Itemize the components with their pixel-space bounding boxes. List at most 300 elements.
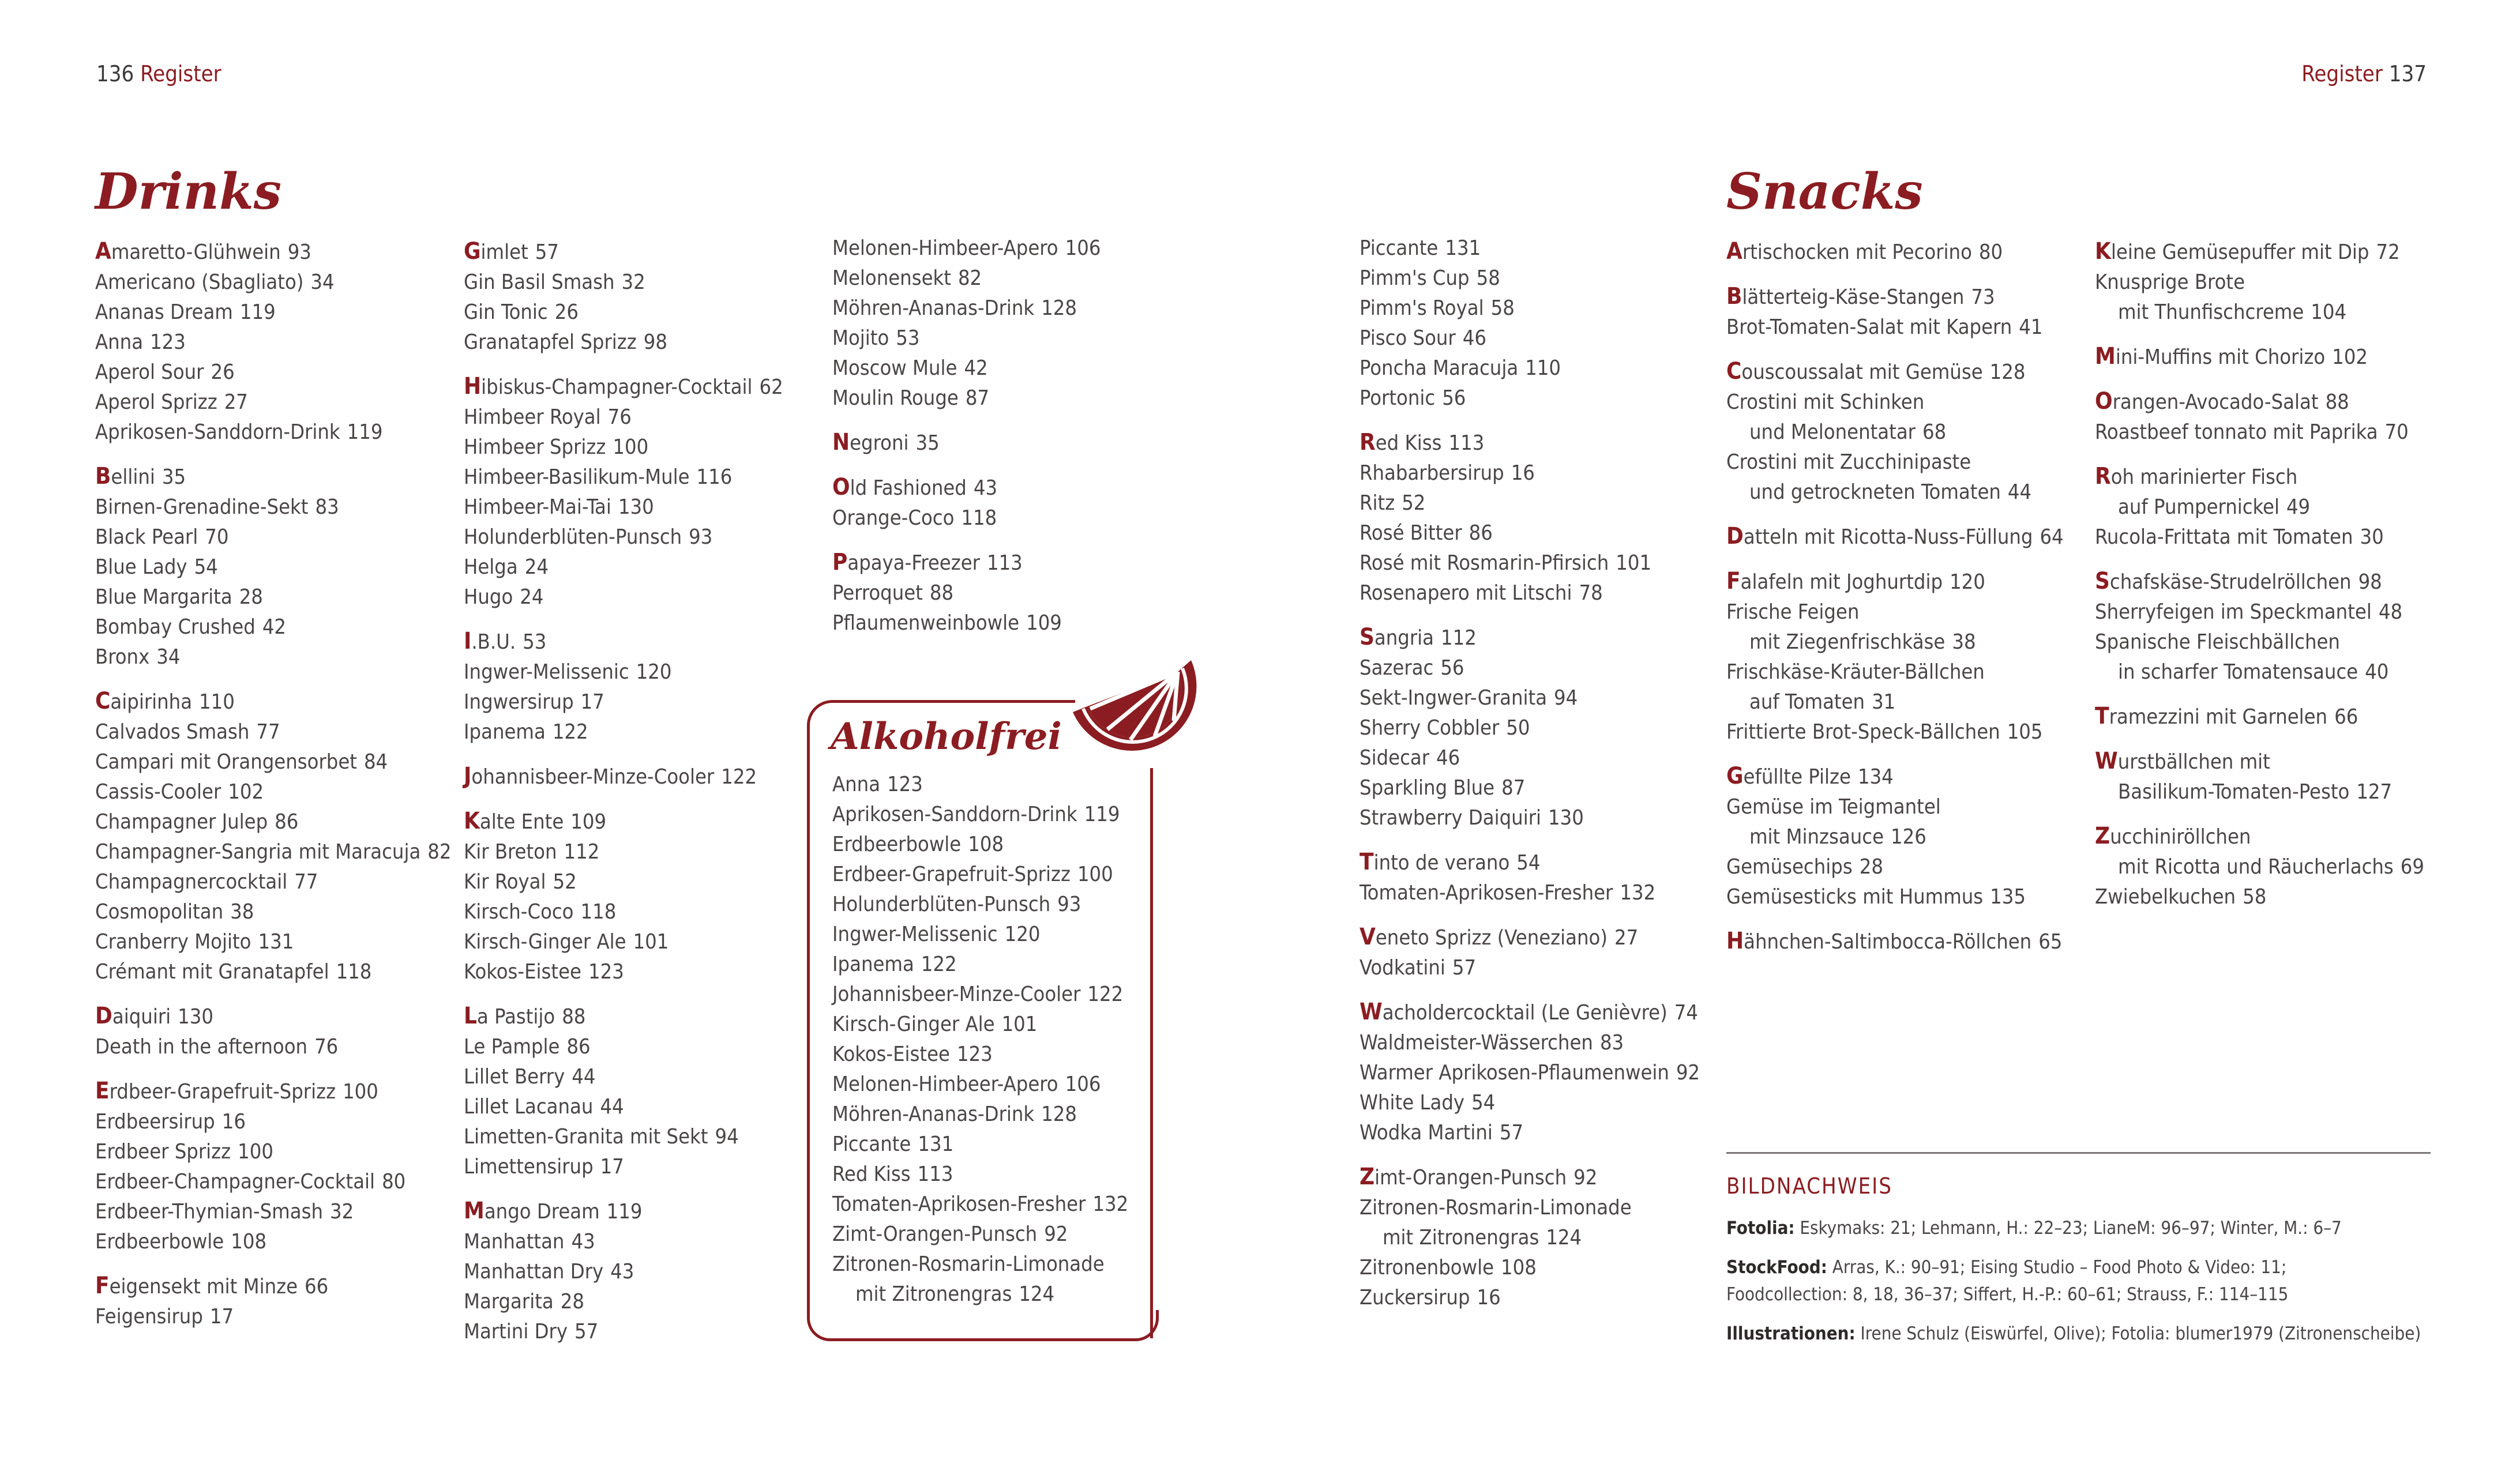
index-page-number: 118	[336, 960, 372, 984]
index-page-number: 32	[621, 270, 645, 294]
index-title: Le Pample	[464, 1035, 560, 1059]
index-entry	[1359, 653, 1700, 683]
index-title: Granatapfel Sprizz	[464, 330, 637, 354]
index-entry	[2095, 701, 2424, 732]
index-page-number: 88	[2325, 390, 2349, 414]
index-entry	[1726, 447, 2064, 477]
index-title: Gin Basil Smash	[464, 270, 615, 294]
index-page-number: 131	[918, 1132, 954, 1156]
index-title: a Pastijo	[476, 1005, 555, 1029]
index-page-number: 130	[1548, 806, 1584, 830]
index-entry	[464, 1062, 783, 1092]
index-entry	[1359, 427, 1700, 458]
index-title: ramezzini mit Garnelen	[2109, 705, 2328, 729]
index-initial: I	[464, 628, 472, 654]
index-initial: F	[95, 1273, 110, 1299]
index-entry	[1359, 353, 1700, 383]
index-title: aiquiri	[112, 1005, 171, 1029]
index-page-number: 27	[1614, 926, 1639, 950]
index-entry	[832, 427, 1101, 458]
index-title: Aperol Sour	[95, 360, 204, 384]
index-page-number: 87	[965, 386, 990, 410]
index-entry	[464, 927, 783, 957]
index-group	[1726, 281, 2064, 343]
index-page-number: 43	[610, 1260, 634, 1284]
left-page-number: 136	[96, 61, 134, 86]
index-entry	[95, 492, 452, 522]
index-initial: R	[1359, 429, 1376, 456]
index-group	[464, 236, 783, 357]
index-entry	[464, 236, 783, 268]
index-title: Brot-Tomaten-Salat mit Kapern	[1726, 315, 2012, 339]
index-title: Himbeer Sprizz	[464, 435, 606, 459]
index-entry	[464, 522, 783, 552]
index-title: mit Zitronengras	[855, 1282, 1012, 1306]
index-entry	[95, 1032, 452, 1062]
index-initial: E	[95, 1078, 110, 1104]
index-entry	[95, 236, 452, 268]
index-group	[2095, 566, 2424, 687]
index-page-number: 53	[896, 326, 920, 350]
index-page-number: 28	[239, 585, 263, 609]
index-group	[95, 461, 452, 672]
index-title: Sherry Cobbler	[1359, 716, 1500, 740]
index-title: ini-Muffins mit Chorizo	[2115, 345, 2326, 369]
index-entry	[95, 298, 452, 328]
index-page-number: 78	[1579, 581, 1603, 605]
index-title: Death in the afternoon	[95, 1035, 308, 1059]
alkoholfrei-list	[832, 770, 1128, 1309]
index-group	[464, 626, 783, 747]
index-entry	[1359, 1088, 1700, 1118]
index-group	[464, 1001, 783, 1182]
index-title: Birnen-Grenadine-Sekt	[95, 495, 309, 519]
index-title: Kir Breton	[464, 840, 557, 864]
index-group	[1359, 234, 1700, 413]
index-entry	[464, 626, 783, 657]
index-page-number: 72	[2376, 240, 2400, 264]
alkoholfrei-heading: Alkoholfrei	[831, 715, 1062, 758]
index-entry	[1359, 548, 1700, 578]
index-entry	[832, 890, 1128, 920]
index-entry	[2095, 386, 2424, 417]
index-page-number: 118	[580, 900, 617, 924]
index-page-number: 28	[560, 1290, 584, 1314]
index-page-number: 100	[613, 435, 649, 459]
index-page-number: 32	[329, 1200, 354, 1224]
index-title: lätterteig-Käse-Stangen	[1742, 285, 1965, 309]
index-title: Erdbeer-Grapefruit-Sprizz	[832, 863, 1071, 886]
index-page-number: 126	[1891, 825, 1926, 849]
index-initial: H	[1726, 928, 1744, 954]
index-page-number: 109	[570, 810, 607, 834]
index-entry	[95, 642, 452, 672]
index-page-number: 16	[221, 1110, 246, 1134]
index-entry	[1359, 518, 1700, 548]
index-title: Zimt-Orangen-Punsch	[832, 1222, 1038, 1246]
index-page-number: 122	[552, 720, 588, 744]
index-entry	[95, 867, 452, 897]
index-initial: R	[2095, 463, 2111, 490]
index-page-number: 98	[2358, 570, 2382, 594]
index-title: Ipanema	[464, 720, 546, 744]
index-title: Margarita	[464, 1290, 554, 1314]
index-title: Limetten-Granita mit Sekt	[464, 1125, 708, 1149]
index-initial: T	[2095, 703, 2109, 729]
index-group	[1726, 566, 2064, 747]
index-title: efüllte Pilze	[1743, 765, 1851, 789]
index-page-number: 108	[231, 1230, 267, 1254]
index-title: Kokos-Eistee	[464, 960, 581, 984]
index-entry	[1359, 1162, 1700, 1193]
index-page-number: 70	[205, 525, 229, 549]
index-page-number: 120	[1004, 923, 1041, 946]
index-title: ld Fashioned	[850, 476, 967, 500]
index-title: Erdbeer-Champagner-Cocktail	[95, 1170, 375, 1194]
index-title: Zitronenbowle	[1359, 1256, 1494, 1279]
index-entry	[95, 582, 452, 612]
snacks-column-1	[1726, 236, 2064, 971]
index-title: Perroquet	[832, 581, 923, 605]
index-page-number: 50	[1506, 716, 1530, 740]
index-title: Tomaten-Aprikosen-Fresher	[832, 1192, 1086, 1216]
index-group	[1359, 1162, 1700, 1313]
index-title: Champagner Julep	[95, 810, 268, 834]
index-entry	[1726, 566, 2064, 597]
index-page-number: 43	[571, 1230, 595, 1254]
index-page-number: 74	[1674, 1001, 1698, 1025]
index-title: Mojito	[832, 326, 889, 350]
index-title: Sherryfeigen im Speckmantel	[2095, 600, 2372, 624]
index-page-number: 46	[1436, 746, 1460, 770]
index-page-number: 58	[2243, 885, 2267, 909]
index-page-number: 44	[2007, 480, 2032, 504]
index-page-number: 116	[696, 465, 733, 489]
index-entry	[95, 717, 452, 747]
index-entry	[1359, 803, 1700, 833]
index-entry	[832, 860, 1128, 890]
index-page-number: 49	[2286, 495, 2311, 519]
index-entry	[1726, 627, 2064, 657]
index-entry	[1359, 997, 1700, 1028]
index-group	[1726, 521, 2064, 552]
bildnachweis-divider	[1726, 1152, 2431, 1154]
index-page-number: 40	[2365, 660, 2389, 684]
index-page-number: 120	[636, 660, 672, 684]
index-page-number: 42	[262, 615, 287, 639]
index-title: Himbeer-Basilikum-Mule	[464, 465, 690, 489]
index-title: Helga	[464, 555, 518, 579]
index-page-number: 100	[343, 1080, 378, 1104]
drinks-column-4	[1359, 234, 1700, 1327]
index-page-number: 119	[347, 420, 383, 444]
index-entry	[1726, 521, 2064, 552]
index-title: Möhren-Ananas-Drink	[832, 296, 1035, 320]
credit-text: Irene Schulz (Eiswürfel, Olive); Fotolia: blumer1979 (Zitronenscheibe)	[1855, 1323, 2421, 1344]
index-page-number: 134	[1857, 765, 1894, 789]
index-page-number: 82	[957, 266, 982, 290]
index-page-number: 119	[1084, 803, 1120, 826]
index-entry	[832, 547, 1101, 578]
index-initial: W	[1359, 999, 1383, 1025]
index-entry	[1726, 356, 2064, 387]
index-page-number: 88	[929, 581, 954, 605]
index-entry	[832, 1279, 1128, 1309]
index-page-number: 41	[2019, 315, 2043, 339]
index-group	[1359, 922, 1700, 983]
index-entry	[832, 472, 1101, 503]
index-page-number: 100	[238, 1140, 273, 1164]
index-title: Ingwer-Melissenic	[832, 923, 998, 946]
index-page-number: 128	[1041, 296, 1077, 320]
credit-line-foodcollection	[1726, 1278, 2288, 1311]
index-entry	[1726, 597, 2064, 627]
index-page-number: 102	[228, 780, 264, 804]
index-entry	[2095, 417, 2424, 447]
index-page-number: 42	[964, 356, 988, 380]
index-page-number: 66	[305, 1275, 329, 1299]
index-page-number: 123	[887, 773, 923, 796]
index-initial: D	[95, 1003, 112, 1029]
index-entry	[464, 837, 783, 867]
index-group	[464, 371, 783, 612]
index-entry	[464, 462, 783, 492]
index-title: ibiskus-Champagner-Cocktail	[481, 375, 753, 399]
index-entry	[464, 1196, 783, 1227]
index-entry	[1359, 743, 1700, 773]
index-entry	[1359, 578, 1700, 608]
index-entry	[832, 578, 1101, 608]
index-page-number: 123	[588, 960, 624, 984]
index-entry	[464, 687, 783, 717]
index-page-number: 52	[553, 870, 577, 894]
index-entry	[1359, 1028, 1700, 1058]
index-title: maretto-Glühwein	[111, 240, 281, 264]
index-page-number: 94	[1554, 686, 1578, 710]
index-entry	[832, 264, 1101, 293]
index-title: rtischocken mit Pecorino	[1742, 240, 1972, 264]
index-entry	[95, 1302, 452, 1332]
credit-text: Foodcollection: 8, 18, 36–37; Siffert, H.-P.: 60–61; Strauss, F.: 114–115	[1726, 1284, 2289, 1305]
index-page-number: 106	[1065, 236, 1101, 260]
index-entry	[1359, 922, 1700, 953]
snacks-heading: Snacks	[1726, 163, 1923, 221]
index-page-number: 35	[162, 465, 186, 489]
index-page-number: 64	[2040, 525, 2064, 549]
index-entry	[1726, 657, 2064, 687]
index-title: ouscoussalat mit Gemüse	[1741, 360, 1983, 384]
index-title: Gemüsesticks mit Hummus	[1726, 885, 1984, 909]
index-entry	[95, 357, 452, 387]
index-page-number: 128	[1041, 1102, 1077, 1126]
index-page-number: 54	[1516, 851, 1541, 875]
index-page-number: 65	[2038, 930, 2063, 954]
index-title: ohannisbeer-Minze-Cooler	[471, 765, 715, 789]
index-initial: B	[1726, 283, 1742, 310]
index-title: rangen-Avocado-Salat	[2112, 390, 2319, 414]
index-title: Spanische Fleischbällchen	[2095, 630, 2340, 654]
index-entry	[95, 612, 452, 642]
index-page-number: 76	[314, 1035, 339, 1059]
index-title: ähnchen-Saltimbocca-Röllchen	[1744, 930, 2032, 954]
index-page-number: 108	[1501, 1256, 1537, 1279]
index-title: Rucola-Frittata mit Tomaten	[2095, 525, 2353, 549]
index-entry	[1726, 477, 2064, 507]
index-page-number: 120	[1950, 570, 1985, 594]
index-page-number: 106	[1065, 1072, 1101, 1096]
index-page-number: 73	[1971, 285, 1995, 309]
credit-text: Arras, K.: 90–91; Eising Studio – Food Photo & Video: 11;	[1827, 1257, 2287, 1278]
index-entry	[1359, 622, 1700, 653]
index-title: Piccante	[832, 1132, 911, 1156]
index-title: Himbeer Royal	[464, 405, 601, 429]
index-title: Melonensekt	[832, 266, 951, 290]
index-page-number: 110	[199, 690, 235, 714]
index-page-number: 98	[643, 330, 667, 354]
index-entry	[1726, 717, 2064, 747]
index-title: Americano (Sbagliato)	[95, 270, 304, 294]
index-page-number: 87	[1501, 776, 1526, 800]
index-title: und Melonentatar	[1749, 420, 1916, 444]
index-entry	[464, 806, 783, 837]
index-page-number: 34	[310, 270, 335, 294]
right-page-label: Register	[2301, 61, 2383, 86]
index-entry	[95, 1107, 452, 1137]
index-title: Hugo	[464, 585, 513, 609]
index-page-number: 122	[1087, 983, 1124, 1006]
index-title: mit Ricotta und Räucherlachs	[2118, 855, 2394, 879]
index-initial: K	[464, 808, 480, 834]
index-entry	[2095, 298, 2424, 328]
index-entry	[464, 1152, 783, 1182]
index-title: chafskäse-Strudelröllchen	[2109, 570, 2352, 594]
index-title: Sparkling Blue	[1359, 776, 1495, 800]
index-page-number: 113	[1448, 431, 1485, 455]
index-entry	[464, 717, 783, 747]
index-page-number: 44	[572, 1065, 596, 1089]
index-entry	[832, 920, 1128, 950]
index-entry	[464, 1227, 783, 1257]
index-title: Gemüsechips	[1726, 855, 1853, 879]
index-page-number: 34	[156, 645, 181, 669]
index-page-number: 70	[2384, 420, 2409, 444]
index-page-number: 43	[973, 476, 998, 500]
index-page-number: 132	[1092, 1192, 1129, 1216]
index-entry	[464, 761, 783, 792]
index-title: Ingwer-Melissenic	[464, 660, 629, 684]
index-page-number: 131	[258, 930, 294, 954]
index-page-number: 80	[1978, 240, 2003, 264]
index-title: Moulin Rouge	[832, 386, 959, 410]
index-initial: V	[1359, 924, 1376, 950]
index-title: leine Gemüsepuffer mit Dip	[2110, 240, 2369, 264]
index-page-number: 94	[715, 1125, 739, 1149]
index-entry	[1359, 293, 1700, 323]
citrus-slice-icon	[1067, 649, 1200, 764]
index-title: atteln mit Ricotta-Nuss-Füllung	[1743, 525, 2033, 549]
index-entry	[832, 503, 1101, 533]
index-title: into de verano	[1373, 851, 1510, 875]
index-group	[1726, 761, 2064, 912]
index-page-number: 110	[1525, 356, 1561, 380]
index-page-number: 124	[1019, 1282, 1055, 1306]
index-entry	[464, 897, 783, 927]
index-initial: D	[1726, 523, 1744, 550]
index-entry	[464, 298, 783, 328]
index-entry	[464, 432, 783, 462]
index-title: Blue Margarita	[95, 585, 232, 609]
index-entry	[1726, 313, 2064, 343]
index-title: Rhabarbersirup	[1359, 461, 1504, 485]
index-entry	[832, 1220, 1128, 1250]
index-entry	[2095, 522, 2424, 552]
index-group	[95, 686, 452, 987]
index-title: Anna	[832, 773, 881, 796]
index-entry	[95, 777, 452, 807]
index-entry	[2095, 268, 2424, 298]
left-page-label: Register	[140, 61, 221, 86]
index-page-number: 44	[600, 1095, 624, 1119]
left-page-header	[96, 61, 221, 86]
index-entry	[1726, 761, 2064, 792]
index-initial: Z	[2095, 823, 2110, 849]
index-title: Orange-Coco	[832, 506, 955, 530]
drinks-column-1	[95, 236, 452, 1346]
index-title: acholdercocktail (Le Genièvre)	[1382, 1001, 1668, 1025]
index-title: alte Ente	[479, 810, 564, 834]
index-title: Wodka Martini	[1359, 1121, 1493, 1145]
index-group	[1359, 622, 1700, 833]
index-page-number: 104	[2311, 300, 2347, 324]
index-title: mit Ziegenfrischkäse	[1749, 630, 1946, 654]
index-entry	[1359, 1253, 1700, 1283]
index-page-number: 105	[2007, 720, 2043, 744]
index-title: Zwiebelkuchen	[2095, 885, 2236, 909]
index-entry	[832, 1070, 1128, 1100]
index-title: oh marinierter Fisch	[2110, 465, 2298, 489]
index-entry	[1359, 264, 1700, 293]
index-title: angria	[1374, 626, 1434, 650]
index-title: Ritz	[1359, 491, 1395, 515]
index-entry	[2095, 821, 2424, 852]
index-title: Rosé mit Rosmarin-Pfirsich	[1359, 551, 1609, 575]
index-title: in scharfer Tomatensauce	[2118, 660, 2358, 684]
index-page-number: 84	[363, 750, 388, 774]
index-page-number: 62	[759, 375, 783, 399]
index-title: Cosmopolitan	[95, 900, 224, 924]
index-initial: G	[464, 238, 481, 265]
snacks-column-2	[2095, 236, 2424, 926]
index-initial: P	[832, 549, 848, 575]
index-page-number: 57	[574, 1320, 599, 1343]
index-title: Zitronen-Rosmarin-Limonade	[1359, 1196, 1632, 1220]
index-page-number: 119	[606, 1200, 643, 1224]
index-entry	[1726, 236, 2064, 268]
index-page-number: 122	[921, 953, 957, 976]
index-entry	[1359, 1193, 1700, 1223]
index-entry	[95, 387, 452, 417]
index-entry	[2095, 566, 2424, 597]
index-entry	[464, 582, 783, 612]
index-title: Sidecar	[1359, 746, 1430, 770]
index-group	[1726, 356, 2064, 507]
index-page-number: 93	[689, 525, 713, 549]
index-entry	[95, 417, 452, 447]
index-page-number: 66	[2334, 705, 2358, 729]
index-title: apaya-Freezer	[847, 551, 980, 575]
index-page-number: 112	[564, 840, 600, 864]
index-title: Martini Dry	[464, 1320, 568, 1343]
